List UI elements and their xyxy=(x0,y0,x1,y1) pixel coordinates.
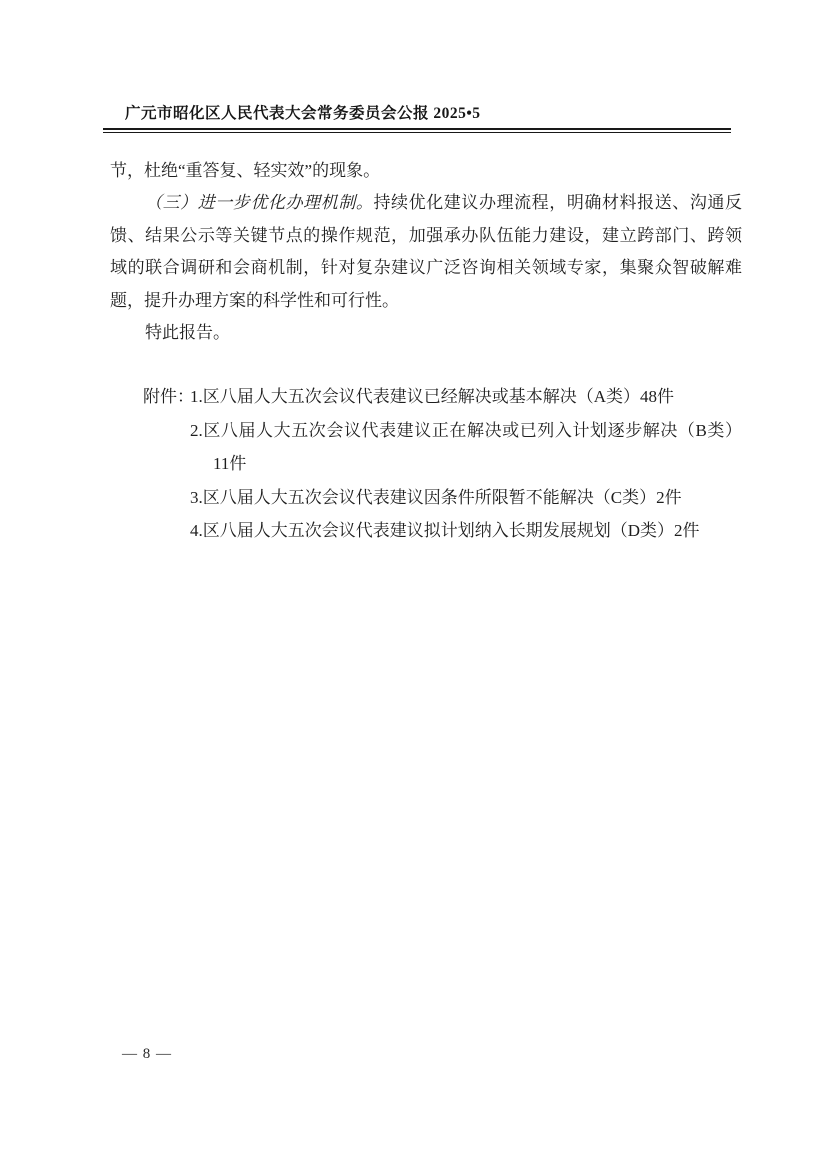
closing-line: 特此报告。 xyxy=(145,323,230,343)
attachment-item-1: 1.区八届人大五次会议代表建议已经解决或基本解决（A类）48件 xyxy=(190,387,675,406)
attachment-item-2-continuation: 11件 xyxy=(213,454,247,474)
paragraph-line: 馈、结果公示等关键节点的操作规范，加强承办队伍能力建设，建立跨部门、跨领 xyxy=(110,225,742,245)
page-number: — 8 — xyxy=(122,1046,172,1062)
subheading-kaiti: （三）进一步优化办理机制。 xyxy=(145,193,374,213)
attachments-block xyxy=(143,380,742,548)
attachment-item-2: 2.区八届人大五次会议代表建议正在解决或已列入计划逐步解决（B类） xyxy=(190,420,742,440)
header-title: 广元市昭化区人民代表大会常务委员会公报 2025•5 xyxy=(125,105,481,122)
document-body xyxy=(110,155,742,349)
paragraph-text: 持续优化建议办理流程，明确材料报送、沟通反 xyxy=(373,193,742,213)
paragraph-continuation-line: 节，杜绝“重答复、轻实效”的现象。 xyxy=(110,161,381,180)
paragraph-line: 域的联合调研和会商机制，针对复杂建议广泛咨询相关领域专家，集聚众智破解难 xyxy=(110,258,742,278)
attachment-item-3: 3.区八届人大五次会议代表建议因条件所限暂不能解决（C类）2件 xyxy=(190,487,682,507)
paragraph-last-line: 题，提升办理方案的科学性和可行性。 xyxy=(110,290,399,310)
header-rule xyxy=(103,128,731,133)
attachment-item-4: 4.区八届人大五次会议代表建议拟计划纳入长期发展规划（D类）2件 xyxy=(190,521,700,541)
attachments-list xyxy=(190,380,742,548)
attachments-label: 附件： xyxy=(143,387,194,406)
paragraph-line xyxy=(110,187,742,219)
